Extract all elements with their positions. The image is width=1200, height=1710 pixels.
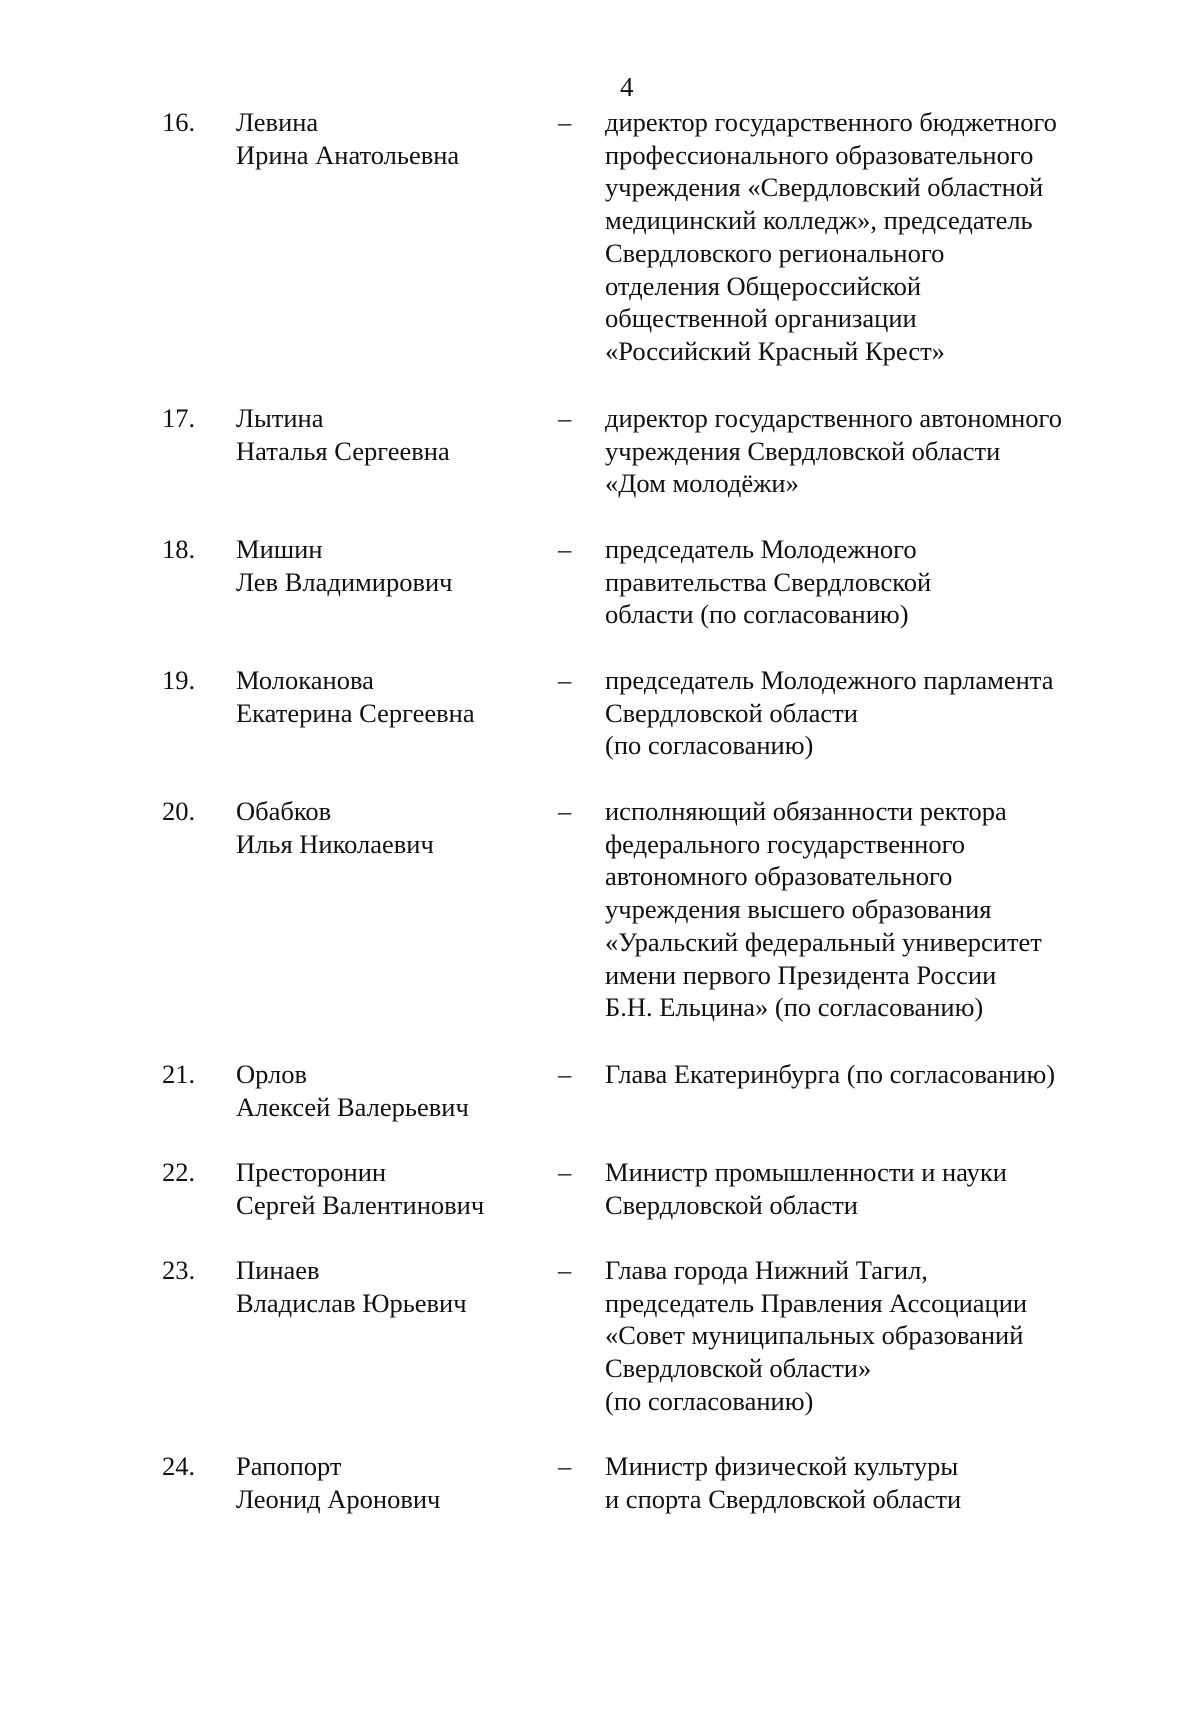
description-line: директор государственного автономного bbox=[605, 403, 1063, 433]
dash-separator: – bbox=[558, 1451, 572, 1481]
person-name bbox=[236, 1254, 536, 1319]
description-line: и спорта Свердловской области bbox=[605, 1483, 962, 1514]
position-description bbox=[605, 664, 1125, 762]
given-names: Екатерина Сергеевна bbox=[236, 697, 475, 728]
description-line: Свердловской области» bbox=[605, 1353, 872, 1384]
description-line: Глава Екатеринбурга (по согласованию) bbox=[605, 1059, 1056, 1089]
item-number: 21. bbox=[162, 1059, 196, 1089]
description-line: правительства Свердловской bbox=[605, 566, 932, 597]
position-description bbox=[605, 795, 1125, 1024]
surname: Орлов bbox=[236, 1059, 308, 1089]
item-number: 22. bbox=[162, 1157, 196, 1187]
dash-separator: – bbox=[558, 1059, 572, 1089]
surname: Рапопорт bbox=[236, 1451, 342, 1481]
person-name bbox=[236, 1450, 536, 1515]
dash-separator: – bbox=[558, 403, 572, 433]
person-name bbox=[236, 402, 536, 467]
person-name bbox=[236, 664, 536, 729]
description-line: учреждения «Свердловский областной bbox=[605, 172, 1044, 203]
dash-separator: – bbox=[558, 534, 572, 564]
person-name bbox=[236, 795, 536, 860]
position-description bbox=[605, 1058, 1125, 1091]
dash-separator: – bbox=[558, 107, 572, 137]
person-name bbox=[236, 106, 536, 171]
description-line: председатель Молодежного bbox=[605, 534, 917, 564]
position-description bbox=[605, 402, 1125, 500]
description-line: имени первого Президента России bbox=[605, 959, 997, 990]
given-names: Илья Николаевич bbox=[236, 828, 434, 859]
description-line: Свердловского регионального bbox=[605, 237, 945, 268]
surname: Левина bbox=[236, 107, 319, 137]
person-name bbox=[236, 1156, 536, 1221]
dash-separator: – bbox=[558, 1255, 572, 1285]
position-description bbox=[605, 106, 1125, 368]
given-names: Ирина Анатольевна bbox=[236, 139, 460, 170]
dash-separator: – bbox=[558, 1157, 572, 1187]
surname: Мишин bbox=[236, 534, 323, 564]
item-number: 16. bbox=[162, 107, 196, 137]
description-line: председатель Правления Ассоциации bbox=[605, 1287, 1028, 1318]
given-names: Владислав Юрьевич bbox=[236, 1287, 467, 1318]
position-description bbox=[605, 1450, 1125, 1515]
description-line: Б.Н. Ельцина» (по согласованию) bbox=[605, 992, 984, 1023]
given-names: Наталья Сергеевна bbox=[236, 435, 450, 466]
item-number: 24. bbox=[162, 1451, 196, 1481]
description-line: «Российский Красный Крест» bbox=[605, 335, 945, 366]
item-number: 18. bbox=[162, 534, 196, 564]
given-names: Алексей Валерьевич bbox=[236, 1091, 469, 1122]
surname: Молоканова bbox=[236, 665, 374, 695]
page-number: 4 bbox=[620, 72, 634, 102]
surname: Лытина bbox=[236, 403, 324, 433]
description-line: автономного образовательного bbox=[605, 861, 953, 892]
given-names: Леонид Аронович bbox=[236, 1483, 441, 1514]
surname: Престоронин bbox=[236, 1157, 387, 1187]
given-names: Лев Владимирович bbox=[236, 566, 453, 597]
description-line: «Дом молодёжи» bbox=[605, 468, 799, 499]
description-line: Глава города Нижний Тагил, bbox=[605, 1255, 928, 1285]
description-line: председатель Молодежного парламента bbox=[605, 665, 1054, 695]
description-line: (по согласованию) bbox=[605, 1385, 814, 1416]
description-line: «Совет муниципальных образований bbox=[605, 1320, 1024, 1351]
surname: Пинаев bbox=[236, 1255, 320, 1285]
position-description bbox=[605, 533, 1125, 631]
position-description bbox=[605, 1156, 1125, 1221]
person-name bbox=[236, 1058, 536, 1123]
description-line: исполняющий обязанности ректора bbox=[605, 796, 1007, 826]
position-description bbox=[605, 1254, 1125, 1418]
item-number: 19. bbox=[162, 665, 196, 695]
description-line: Свердловской области bbox=[605, 1189, 858, 1220]
description-line: директор государственного бюджетного bbox=[605, 107, 1057, 137]
description-line: федерального государственного bbox=[605, 828, 966, 859]
person-name bbox=[236, 533, 536, 598]
description-line: профессионального образовательного bbox=[605, 139, 1034, 170]
description-line: отделения Общероссийской bbox=[605, 270, 922, 301]
description-line: медицинский колледж», председатель bbox=[605, 205, 1033, 236]
description-line: Министр промышленности и науки bbox=[605, 1157, 1007, 1187]
description-line: Министр физической культуры bbox=[605, 1451, 959, 1481]
dash-separator: – bbox=[558, 796, 572, 826]
description-line: учреждения высшего образования bbox=[605, 894, 992, 925]
description-line: Свердловской области bbox=[605, 697, 858, 728]
description-line: «Уральский федеральный университет bbox=[605, 926, 1042, 957]
description-line: учреждения Свердловской области bbox=[605, 435, 1001, 466]
dash-separator: – bbox=[558, 665, 572, 695]
surname: Обабков bbox=[236, 796, 332, 826]
description-line: общественной организации bbox=[605, 303, 917, 334]
given-names: Сергей Валентинович bbox=[236, 1189, 485, 1220]
item-number: 20. bbox=[162, 796, 196, 826]
description-line: (по согласованию) bbox=[605, 730, 814, 761]
description-line: области (по согласованию) bbox=[605, 599, 909, 630]
item-number: 23. bbox=[162, 1255, 196, 1285]
item-number: 17. bbox=[162, 403, 196, 433]
